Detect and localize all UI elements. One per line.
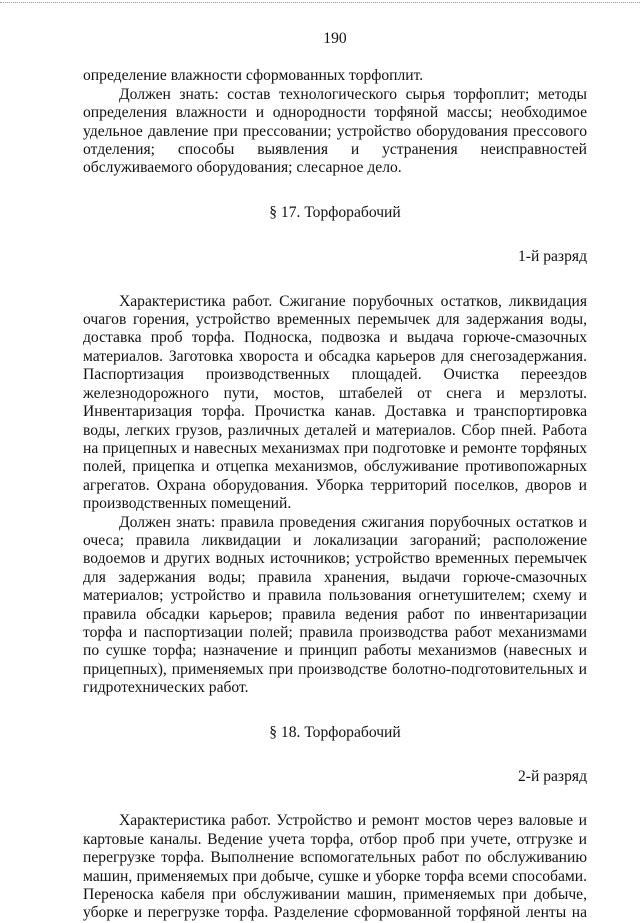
section-17-title: § 17. Торфорабочий [269, 203, 401, 221]
section-17-characteristics: Характеристика работ. Сжигание порубочных остатков, ликвидация очагов горения, устройство временных перемычек для задержания воды, доставка проб торфа. Подноска, подвозка и выдача горюче-смазочных материалов. Заготовка хвороста и обсадка карьеров для снегозадержания. Паспортизация производственных площадей. Очистка переездов железнодорожного пути, мостов, штабелей от снега и мерзлоты. Инвентаризация торфа. Прочистка канав. Доставка и транспортировка воды, легких грузов, различных деталей и материалов. Сбор пней. Работа на прицепных и навесных механизмах при подготовке и ремонте торфяных полей, прицепка и отцепка механизмов, обслуживание противопожарных агрегатов. Охрана оборудования. Уборка территорий поселков, дворов и производственных помещений. [83, 292, 587, 513]
section-18-rank: 2-й разряд [517, 768, 587, 785]
page-top-border [0, 2, 640, 3]
intro-continuation: определение влажности сформованных торфоплит. [83, 67, 424, 85]
section-17-rank: 1-й разряд [517, 248, 587, 266]
document-page [83, 30, 587, 923]
section-18-title: § 18. Торфорабочий [269, 723, 401, 741]
section-17-knowledge: Должен знать: правила проведения сжигания порубочных остатков и очеса; правила ликвидации и локализации загораний; расположение водоемов и других водных источников; устройство временных перемычек для задержания воды; правила хранения, выдачи горюче-смазочных материалов; устройство и правила пользования огнетушителем; схему и правила обсадки карьеров; правила ведения работ по инвентаризации торфа и паспортизации полей; правила производства работ механизмами по сушке торфа; назначение и принцип работы механизмов (навесных и прицепных), применяемых при производстве болотно-подготовительных и гидротехнических работ. [83, 513, 587, 697]
section-18-characteristics: Характеристика работ. Устройство и ремонт мостов через валовые и картовые каналы. Ведение учета торфа, отбор проб при учете, отгрузке и перегрузке торфа. Выполнение вспомогательных работ по обслуживанию машин, применяемых при добыче, сушке и уборке торфа всеми способами. Переноска кабеля при обслуживании машин, применяемых при добыче, уборке и перегрузке торфа. Разделение сформованной торфяной ленты на [83, 812, 587, 922]
intro-knowledge-paragraph: Должен знать: состав технологического сырья торфоплит; методы определения влажности и однородности торфяной массы; необходимое удельное давление при прессовании; устройство оборудования прессового отделения; способы выявления и устранения неисправностей обслуживаемого оборудования; слесарное дело. [83, 85, 587, 177]
page-number: 190 [323, 30, 347, 47]
